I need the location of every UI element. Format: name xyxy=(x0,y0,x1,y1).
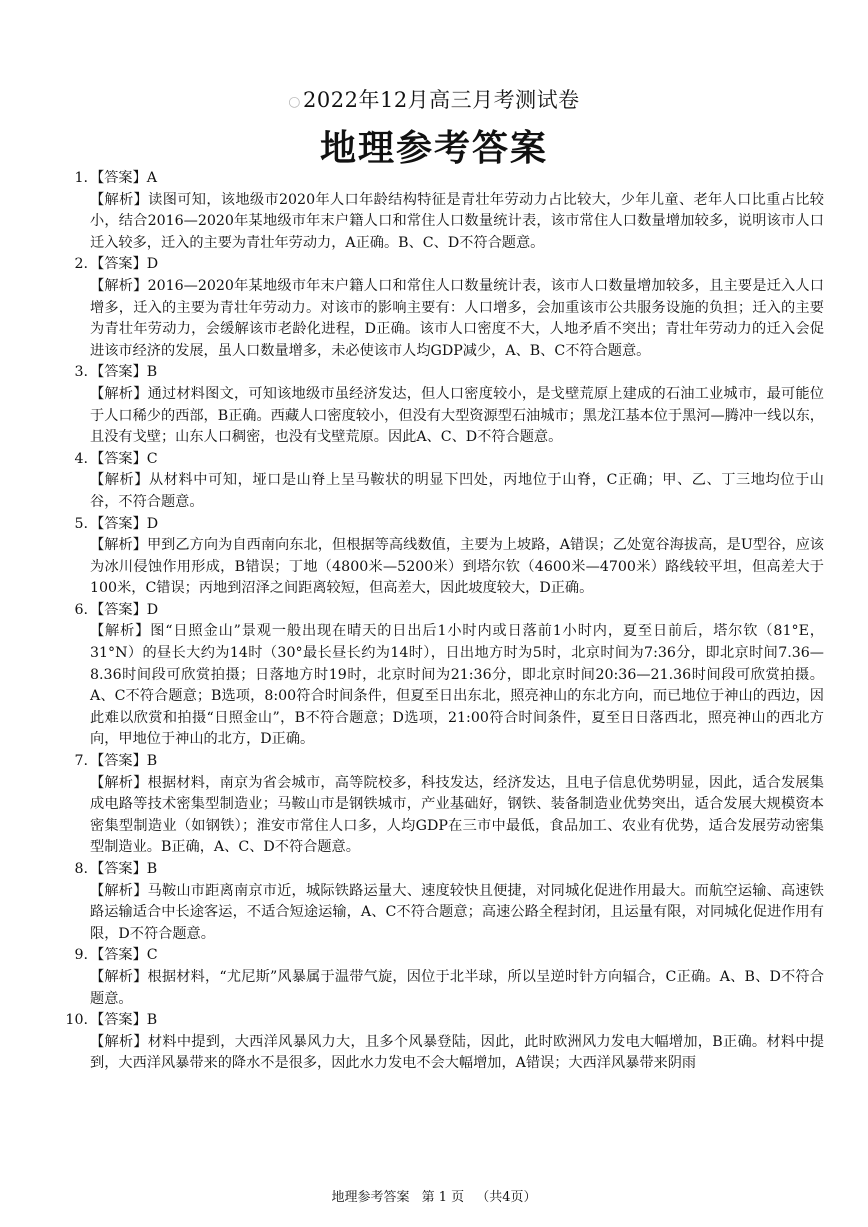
question-number: 5. xyxy=(74,515,88,532)
question-item xyxy=(64,254,824,362)
answer-text: 【答案】B xyxy=(90,1012,158,1029)
faded-mark: ○ xyxy=(288,93,302,110)
answer-text: 【答案】D xyxy=(90,601,159,618)
question-item xyxy=(64,514,824,600)
explanation-text: 【解析】读图可知，该地级市2020年人口年龄结构特征是青壮年劳动力占比较大，少年儿童、老年人口比重占比较小，结合2016—2020年某地级市年末户籍人口和常住人口数量统计表，该市常住人口数量增加较多，说明该市人口迁入较多，迁入的主要为青壮年劳动力，A正确。B、C、D不符合题意。 xyxy=(90,191,824,251)
answer-line xyxy=(64,600,824,622)
answer-text: 【答案】C xyxy=(90,947,158,964)
explanation-text: 【解析】材料中提到，大西洋风暴风力大，且多个风暴登陆，因此，此时欧洲风力发电大幅增加，B正确。材料中提到，大西洋风暴带来的降水不是很多，因此水力发电不会大幅增加，A错误；大西洋风暴带来阴雨 xyxy=(90,1033,824,1072)
answer-line xyxy=(64,859,824,881)
answer-text: 【答案】B xyxy=(90,364,158,381)
exam-title xyxy=(0,84,868,114)
answer-text: 【答案】D xyxy=(90,515,159,532)
question-item xyxy=(64,600,824,751)
question-item xyxy=(64,859,824,945)
question-number: 8. xyxy=(74,861,88,877)
answer-line xyxy=(64,449,824,471)
exam-title-text: 2022年12月高三月考测试卷 xyxy=(303,88,580,112)
footer-total-pages: （共4页） xyxy=(476,1190,537,1205)
page-title: 地理参考答案 xyxy=(319,128,548,169)
answer-list xyxy=(64,168,824,1075)
explanation-text: 【解析】2016—2020年某地级市年末户籍人口和常住人口数量统计表，该市人口数量增加较多，且主要是迁入人口增多，迁入的主要为青壮年劳动力。对该市的影响主要有：人口增多，会加重该市公共服务设施的负担；迁入的主要为青壮年劳动力，会缓解该市老龄化进程，D正确。该市人口密度不大，人地矛盾不突出；青壮年劳动力的迁入会促进该市经济的发展，虽人口数量增多，未必使该市人均GDP减少，A、B、C不符合题意。 xyxy=(90,277,824,359)
explanation-text: 【解析】马鞍山市距离南京市近，城际铁路运量大、速度较快且便捷，对同城化促进作用最大。而航空运输、高速铁路运输适合中长途客运，不适合短途运输，A、C不符合题意；高速公路全程封闭，且运量有限，对同城化促进作用有限，D不符合题意。 xyxy=(90,882,824,942)
question-item xyxy=(64,945,824,1010)
question-number: 3. xyxy=(74,364,88,381)
question-item xyxy=(64,168,824,254)
explanation-text: 【解析】根据材料，“尤尼斯”风暴属于温带气旋，因位于北半球，所以呈逆时针方向辐合，C正确。A、B、D不符合题意。 xyxy=(90,968,824,1007)
answer-line xyxy=(64,514,824,536)
question-item xyxy=(64,449,824,514)
explanation-text: 【解析】通过材料图文，可知该地级市虽经济发达，但人口密度较小，是戈壁荒原上建成的石油工业城市，最可能位于人口稀少的西部，B正确。西藏人口密度较小，但没有大型资源型石油城市；黑龙江基本位于黑河—腾冲一线以东，且没有戈壁；山东人口稠密，也没有戈壁荒原。因此A、C、D不符合题意。 xyxy=(90,385,824,446)
question-number: 4. xyxy=(74,450,88,467)
footer-label: 地理参考答案 xyxy=(331,1190,410,1205)
question-number: 2. xyxy=(74,256,88,273)
question-item xyxy=(64,1010,824,1075)
page-footer xyxy=(0,1186,868,1205)
answer-text: 【答案】B xyxy=(90,753,158,770)
explanation-text: 【解析】根据材料，南京为省会城市，高等院校多，科技发达，经济发达，且电子信息优势明显，因此，适合发展集成电路等技术密集型制造业；马鞍山市是钢铁城市，产业基础好，钢铁、装备制造业优势突出，适合发展大规模资本密集型制造业（如钢铁）；淮安市常住人口多，人均GDP在三市中最低，食品加工、农业有优势，适合发展劳动密集型制造业。B正确，A、C、D不符合题意。 xyxy=(90,774,824,856)
answer-line xyxy=(64,168,824,190)
question-item xyxy=(64,362,824,448)
explanation-text: 【解析】图“日照金山”景观一般出现在晴天的日出后1小时内或日落前1小时内，夏至日前后，塔尔钦（81°E，31°N）的昼长大约为14时（30°最长昼长约为14时），日出地方时为5时，北京时间为7:36分，即北京时间7.36—8.36时间段可欣赏拍摄；日落地方时19时，北京时间为21:36分，即北京时间20:36—21.36时间段可欣赏拍摄。A、C不符合题意；B选项，8:00符合时间条件，但夏至日出东北，照亮神山的东北方向，而已地位于神山的西边，因此难以欣赏和拍摄“日照金山”，B不符合题意；D选项，21:00符合时间条件，夏至日日落西北，照亮神山的西北方向，甲地位于神山的北方，D正确。 xyxy=(90,623,824,748)
answer-line xyxy=(64,751,824,773)
question-number: 6. xyxy=(74,601,88,618)
answer-text: 【答案】C xyxy=(90,450,158,467)
answer-text: 【答案】D xyxy=(90,256,159,273)
question-number: 9. xyxy=(74,947,88,964)
answer-text: 【答案】B xyxy=(90,861,158,877)
footer-page-number: 第 1 页 xyxy=(421,1190,465,1205)
answer-line xyxy=(64,1010,824,1032)
answer-line xyxy=(64,254,824,276)
question-number: 10. xyxy=(65,1012,88,1029)
question-number: 1. xyxy=(74,170,88,186)
answer-line xyxy=(64,362,824,384)
answer-text: 【答案】A xyxy=(90,170,157,186)
question-number: 7. xyxy=(74,753,88,770)
answer-line xyxy=(64,945,824,967)
question-item xyxy=(64,751,824,859)
explanation-text: 【解析】从材料中可知，垭口是山脊上呈马鞍状的明显下凹处，丙地位于山脊，C正确；甲、乙、丁三地均位于山谷，不符合题意。 xyxy=(90,472,824,510)
explanation-text: 【解析】甲到乙方向为自西南向东北，但根据等高线数值，主要为上坡路，A错误；乙处宽谷海拔高，是U型谷，应该为冰川侵蚀作用形成，B错误；丁地（4800米—5200米）到塔尔钦（4600米—4700米）路线较平坦，但高差大于100米，C错误；丙地到沼泽之间距离较短，但高差大，因此坡度较大，D正确。 xyxy=(90,537,824,597)
